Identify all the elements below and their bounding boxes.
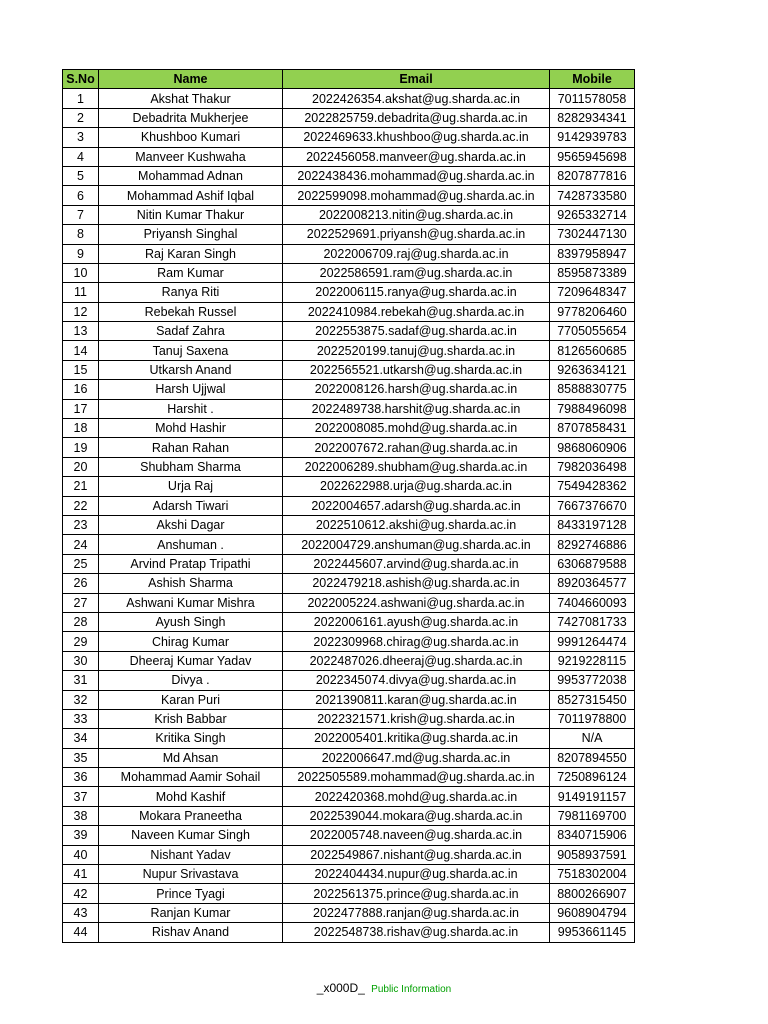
classification-label: Public Information — [371, 984, 452, 995]
table-row — [63, 884, 635, 903]
cell-name: Krish Babbar — [99, 709, 283, 728]
table-row — [63, 225, 635, 244]
table-body — [63, 89, 635, 942]
cell-name: Prince Tyagi — [99, 884, 283, 903]
cell-name: Md Ahsan — [99, 748, 283, 767]
cell-mobile: 9953661145 — [550, 923, 635, 942]
table-row — [63, 128, 635, 147]
table-row — [63, 438, 635, 457]
cell-sno: 17 — [63, 399, 99, 418]
cell-email: 2022004657.adarsh@ug.sharda.ac.in — [283, 496, 550, 515]
cell-mobile: 9778206460 — [550, 302, 635, 321]
cell-sno: 4 — [63, 147, 99, 166]
cell-mobile: 8527315450 — [550, 690, 635, 709]
cell-email: 2022599098.mohammad@ug.sharda.ac.in — [283, 186, 550, 205]
table-row — [63, 147, 635, 166]
table-row — [63, 632, 635, 651]
table-row — [63, 651, 635, 670]
cell-mobile: 7667376670 — [550, 496, 635, 515]
cell-sno: 40 — [63, 845, 99, 864]
cell-name: Divya . — [99, 671, 283, 690]
cell-sno: 12 — [63, 302, 99, 321]
cell-mobile: 9953772038 — [550, 671, 635, 690]
cell-mobile: 9608904794 — [550, 903, 635, 922]
cell-email: 2022006289.shubham@ug.sharda.ac.in — [283, 457, 550, 476]
cell-email: 2022565521.utkarsh@ug.sharda.ac.in — [283, 360, 550, 379]
cell-name: Priyansh Singhal — [99, 225, 283, 244]
table-row — [63, 419, 635, 438]
cell-mobile: 7518302004 — [550, 865, 635, 884]
cell-sno: 2 — [63, 108, 99, 127]
cell-mobile: 9263634121 — [550, 360, 635, 379]
cell-sno: 22 — [63, 496, 99, 515]
header-name: Name — [99, 70, 283, 89]
cell-mobile: 8433197128 — [550, 515, 635, 534]
table-row — [63, 322, 635, 341]
cell-email: 2022469633.khushboo@ug.sharda.ac.in — [283, 128, 550, 147]
cell-sno: 14 — [63, 341, 99, 360]
cell-name: Nupur Srivastava — [99, 865, 283, 884]
cell-email: 2022549867.nishant@ug.sharda.ac.in — [283, 845, 550, 864]
spreadsheet-page — [62, 69, 634, 943]
cell-name: Akshat Thakur — [99, 89, 283, 108]
cell-name: Harshit . — [99, 399, 283, 418]
cell-sno: 37 — [63, 787, 99, 806]
cell-name: Ashwani Kumar Mishra — [99, 593, 283, 612]
cell-sno: 1 — [63, 89, 99, 108]
cell-mobile: 7011578058 — [550, 89, 635, 108]
cell-sno: 5 — [63, 166, 99, 185]
header-sno: S.No — [63, 70, 99, 89]
cell-sno: 32 — [63, 690, 99, 709]
cell-name: Raj Karan Singh — [99, 244, 283, 263]
cell-mobile: 8340715906 — [550, 826, 635, 845]
cell-email: 2022426354.akshat@ug.sharda.ac.in — [283, 89, 550, 108]
cell-name: Naveen Kumar Singh — [99, 826, 283, 845]
cell-sno: 36 — [63, 768, 99, 787]
cell-mobile: 8207877816 — [550, 166, 635, 185]
cell-name: Tanuj Saxena — [99, 341, 283, 360]
cell-name: Ayush Singh — [99, 612, 283, 631]
cell-mobile: 9149191157 — [550, 787, 635, 806]
cell-sno: 28 — [63, 612, 99, 631]
cell-email: 2022489738.harshit@ug.sharda.ac.in — [283, 399, 550, 418]
cell-mobile: 8707858431 — [550, 419, 635, 438]
cell-name: Dheeraj Kumar Yadav — [99, 651, 283, 670]
cell-name: Chirag Kumar — [99, 632, 283, 651]
cell-name: Shubham Sharma — [99, 457, 283, 476]
cell-name: Anshuman . — [99, 535, 283, 554]
cell-sno: 16 — [63, 380, 99, 399]
cell-sno: 29 — [63, 632, 99, 651]
table-row — [63, 205, 635, 224]
cell-sno: 10 — [63, 263, 99, 282]
table-row — [63, 477, 635, 496]
cell-sno: 21 — [63, 477, 99, 496]
cell-sno: 25 — [63, 554, 99, 573]
cell-mobile: 9991264474 — [550, 632, 635, 651]
cell-sno: 19 — [63, 438, 99, 457]
cell-sno: 35 — [63, 748, 99, 767]
table-row — [63, 283, 635, 302]
cell-sno: 39 — [63, 826, 99, 845]
cell-name: Nishant Yadav — [99, 845, 283, 864]
cell-email: 2022345074.divya@ug.sharda.ac.in — [283, 671, 550, 690]
cell-mobile: 8920364577 — [550, 574, 635, 593]
table-header-row — [63, 70, 635, 89]
table-row — [63, 748, 635, 767]
table-row — [63, 690, 635, 709]
cell-mobile: 7404660093 — [550, 593, 635, 612]
cell-name: Nitin Kumar Thakur — [99, 205, 283, 224]
table-row — [63, 166, 635, 185]
cell-mobile: N/A — [550, 729, 635, 748]
cell-email: 2022410984.rebekah@ug.sharda.ac.in — [283, 302, 550, 321]
cell-sno: 31 — [63, 671, 99, 690]
cell-sno: 33 — [63, 709, 99, 728]
cell-sno: 24 — [63, 535, 99, 554]
cell-name: Ashish Sharma — [99, 574, 283, 593]
cell-mobile: 7428733580 — [550, 186, 635, 205]
cell-email: 2022006161.ayush@ug.sharda.ac.in — [283, 612, 550, 631]
table-row — [63, 612, 635, 631]
cell-sno: 11 — [63, 283, 99, 302]
table-row — [63, 263, 635, 282]
cell-email: 2022456058.manveer@ug.sharda.ac.in — [283, 147, 550, 166]
cell-email: 2022404434.nupur@ug.sharda.ac.in — [283, 865, 550, 884]
cell-sno: 44 — [63, 923, 99, 942]
cell-email: 2022553875.sadaf@ug.sharda.ac.in — [283, 322, 550, 341]
student-table — [62, 69, 635, 943]
table-row — [63, 341, 635, 360]
cell-email: 2022008126.harsh@ug.sharda.ac.in — [283, 380, 550, 399]
cell-mobile: 7982036498 — [550, 457, 635, 476]
cell-name: Utkarsh Anand — [99, 360, 283, 379]
cell-mobile: 7011978800 — [550, 709, 635, 728]
cell-name: Adarsh Tiwari — [99, 496, 283, 515]
cell-sno: 18 — [63, 419, 99, 438]
cell-name: Kritika Singh — [99, 729, 283, 748]
cell-name: Mohammad Ashif Iqbal — [99, 186, 283, 205]
cell-email: 2021390811.karan@ug.sharda.ac.in — [283, 690, 550, 709]
cell-mobile: 7988496098 — [550, 399, 635, 418]
cell-mobile: 9565945698 — [550, 147, 635, 166]
cell-email: 2022004729.anshuman@ug.sharda.ac.in — [283, 535, 550, 554]
cell-sno: 34 — [63, 729, 99, 748]
cell-name: Ram Kumar — [99, 263, 283, 282]
cell-name: Ranjan Kumar — [99, 903, 283, 922]
cell-email: 2022622988.urja@ug.sharda.ac.in — [283, 477, 550, 496]
table-row — [63, 457, 635, 476]
cell-email: 2022005748.naveen@ug.sharda.ac.in — [283, 826, 550, 845]
cell-sno: 15 — [63, 360, 99, 379]
cell-email: 2022445607.arvind@ug.sharda.ac.in — [283, 554, 550, 573]
cell-sno: 43 — [63, 903, 99, 922]
cell-email: 2022477888.ranjan@ug.sharda.ac.in — [283, 903, 550, 922]
table-row — [63, 515, 635, 534]
table-row — [63, 671, 635, 690]
table-row — [63, 903, 635, 922]
cell-mobile: 8397958947 — [550, 244, 635, 263]
table-row — [63, 709, 635, 728]
cell-name: Mohammad Adnan — [99, 166, 283, 185]
cell-name: Akshi Dagar — [99, 515, 283, 534]
cell-email: 2022510612.akshi@ug.sharda.ac.in — [283, 515, 550, 534]
table-row — [63, 399, 635, 418]
cell-mobile: 7427081733 — [550, 612, 635, 631]
cell-sno: 41 — [63, 865, 99, 884]
cell-name: Sadaf Zahra — [99, 322, 283, 341]
cell-mobile: 8595873389 — [550, 263, 635, 282]
cell-name: Mokara Praneetha — [99, 806, 283, 825]
table-row — [63, 186, 635, 205]
cell-mobile: 7705055654 — [550, 322, 635, 341]
cell-sno: 3 — [63, 128, 99, 147]
cell-sno: 23 — [63, 515, 99, 534]
cell-email: 2022539044.mokara@ug.sharda.ac.in — [283, 806, 550, 825]
cell-sno: 9 — [63, 244, 99, 263]
table-row — [63, 768, 635, 787]
cell-mobile: 8282934341 — [550, 108, 635, 127]
table-row — [63, 865, 635, 884]
cell-email: 2022005401.kritika@ug.sharda.ac.in — [283, 729, 550, 748]
cell-sno: 20 — [63, 457, 99, 476]
cell-email: 2022321571.krish@ug.sharda.ac.in — [283, 709, 550, 728]
cell-email: 2022420368.mohd@ug.sharda.ac.in — [283, 787, 550, 806]
cell-mobile: 9868060906 — [550, 438, 635, 457]
table-row — [63, 380, 635, 399]
table-row — [63, 574, 635, 593]
cell-name: Debadrita Mukherjee — [99, 108, 283, 127]
cell-name: Rahan Rahan — [99, 438, 283, 457]
cell-email: 2022586591.ram@ug.sharda.ac.in — [283, 263, 550, 282]
table-row — [63, 244, 635, 263]
cell-sno: 42 — [63, 884, 99, 903]
cell-mobile: 9265332714 — [550, 205, 635, 224]
cell-name: Harsh Ujjwal — [99, 380, 283, 399]
cell-sno: 30 — [63, 651, 99, 670]
cell-sno: 26 — [63, 574, 99, 593]
cell-mobile: 7549428362 — [550, 477, 635, 496]
cell-name: Arvind Pratap Tripathi — [99, 554, 283, 573]
cell-email: 2022008213.nitin@ug.sharda.ac.in — [283, 205, 550, 224]
cell-name: Rebekah Russel — [99, 302, 283, 321]
footer-code: _x000D_ — [316, 981, 365, 995]
cell-email: 2022008085.mohd@ug.sharda.ac.in — [283, 419, 550, 438]
table-row — [63, 89, 635, 108]
cell-email: 2022006115.ranya@ug.sharda.ac.in — [283, 283, 550, 302]
cell-mobile: 8292746886 — [550, 535, 635, 554]
cell-email: 2022006709.raj@ug.sharda.ac.in — [283, 244, 550, 263]
cell-email: 2022548738.rishav@ug.sharda.ac.in — [283, 923, 550, 942]
cell-email: 2022487026.dheeraj@ug.sharda.ac.in — [283, 651, 550, 670]
table-row — [63, 496, 635, 515]
table-row — [63, 108, 635, 127]
cell-mobile: 9058937591 — [550, 845, 635, 864]
cell-sno: 6 — [63, 186, 99, 205]
cell-sno: 7 — [63, 205, 99, 224]
cell-email: 2022505589.mohammad@ug.sharda.ac.in — [283, 768, 550, 787]
cell-mobile: 6306879588 — [550, 554, 635, 573]
cell-mobile: 8207894550 — [550, 748, 635, 767]
table-row — [63, 806, 635, 825]
cell-mobile: 7209648347 — [550, 283, 635, 302]
cell-email: 2022479218.ashish@ug.sharda.ac.in — [283, 574, 550, 593]
cell-name: Mohammad Aamir Sohail — [99, 768, 283, 787]
cell-name: Mohd Kashif — [99, 787, 283, 806]
cell-mobile: 7981169700 — [550, 806, 635, 825]
cell-sno: 8 — [63, 225, 99, 244]
cell-name: Khushboo Kumari — [99, 128, 283, 147]
cell-sno: 38 — [63, 806, 99, 825]
cell-email: 2022520199.tanuj@ug.sharda.ac.in — [283, 341, 550, 360]
table-row — [63, 845, 635, 864]
table-row — [63, 593, 635, 612]
table-row — [63, 787, 635, 806]
cell-name: Rishav Anand — [99, 923, 283, 942]
cell-name: Mohd Hashir — [99, 419, 283, 438]
header-email: Email — [283, 70, 550, 89]
cell-email: 2022438436.mohammad@ug.sharda.ac.in — [283, 166, 550, 185]
cell-name: Manveer Kushwaha — [99, 147, 283, 166]
cell-name: Urja Raj — [99, 477, 283, 496]
cell-email: 2022561375.prince@ug.sharda.ac.in — [283, 884, 550, 903]
cell-name: Karan Puri — [99, 690, 283, 709]
table-row — [63, 826, 635, 845]
cell-name: Ranya Riti — [99, 283, 283, 302]
cell-mobile: 9219228115 — [550, 651, 635, 670]
header-mobile: Mobile — [550, 70, 635, 89]
cell-mobile: 8800266907 — [550, 884, 635, 903]
cell-email: 2022529691.priyansh@ug.sharda.ac.in — [283, 225, 550, 244]
cell-mobile: 8126560685 — [550, 341, 635, 360]
table-row — [63, 554, 635, 573]
table-row — [63, 360, 635, 379]
cell-email: 2022007672.rahan@ug.sharda.ac.in — [283, 438, 550, 457]
cell-mobile: 8588830775 — [550, 380, 635, 399]
cell-email: 2022005224.ashwani@ug.sharda.ac.in — [283, 593, 550, 612]
table-row — [63, 535, 635, 554]
cell-mobile: 9142939783 — [550, 128, 635, 147]
cell-email: 2022006647.md@ug.sharda.ac.in — [283, 748, 550, 767]
table-row — [63, 923, 635, 942]
page-footer — [0, 981, 768, 995]
cell-email: 2022309968.chirag@ug.sharda.ac.in — [283, 632, 550, 651]
table-row — [63, 729, 635, 748]
cell-sno: 27 — [63, 593, 99, 612]
cell-sno: 13 — [63, 322, 99, 341]
cell-email: 2022825759.debadrita@ug.sharda.ac.in — [283, 108, 550, 127]
cell-mobile: 7302447130 — [550, 225, 635, 244]
table-row — [63, 302, 635, 321]
cell-mobile: 7250896124 — [550, 768, 635, 787]
